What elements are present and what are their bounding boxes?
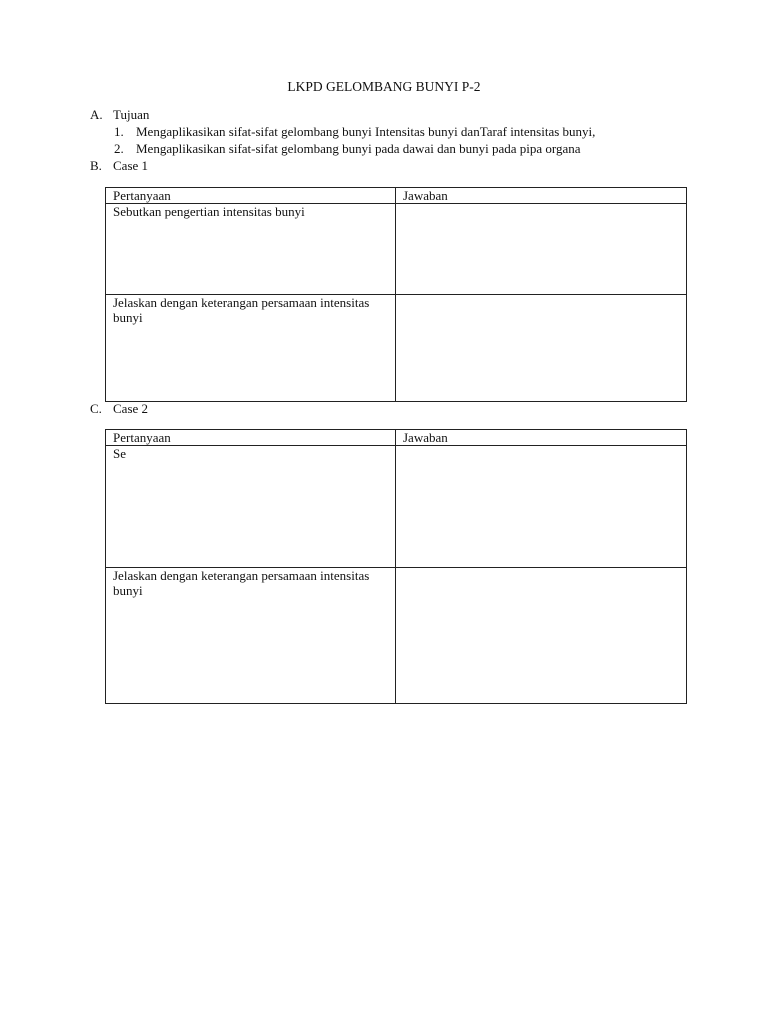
section-a-heading <box>90 107 149 123</box>
section-c-label: Case 2 <box>113 401 149 416</box>
case-2-table <box>105 429 687 704</box>
table-row <box>106 568 687 704</box>
answer-cell[interactable] <box>396 204 687 295</box>
section-b-heading <box>90 158 148 174</box>
section-b-label: Case 1 <box>113 158 149 173</box>
question-cell: Jelaskan dengan keterangan persamaan intensitas bunyi <box>106 295 396 402</box>
section-a-label: Tujuan <box>113 107 150 122</box>
objective-item-2-text: Mengaplikasikan sifat-sifat gelombang bunyi pada dawai dan bunyi pada pipa organa <box>136 141 581 156</box>
objective-item-2 <box>114 141 581 157</box>
answer-cell[interactable] <box>396 446 687 568</box>
table-row <box>106 204 687 295</box>
table-header-row <box>106 188 687 204</box>
table-header-row <box>106 430 687 446</box>
case-1-table <box>105 187 687 402</box>
answer-cell[interactable] <box>396 295 687 402</box>
answer-column-header: Jawaban <box>396 430 687 446</box>
table-row <box>106 295 687 402</box>
answer-column-header: Jawaban <box>396 188 687 204</box>
objective-item-1 <box>114 124 595 140</box>
document-title: LKPD GELOMBANG BUNYI P-2 <box>287 79 481 94</box>
objective-item-1-number: 1. <box>114 124 124 139</box>
section-c-letter: C. <box>90 401 102 416</box>
objective-item-1-text: Mengaplikasikan sifat-sifat gelombang bunyi Intensitas bunyi danTaraf intensitas bunyi, <box>136 124 596 139</box>
objective-item-2-number: 2. <box>114 141 124 156</box>
question-cell: Sebutkan pengertian intensitas bunyi <box>106 204 396 295</box>
question-column-header: Pertanyaan <box>106 430 396 446</box>
section-c-heading <box>90 401 148 417</box>
section-a-letter: A. <box>90 107 103 122</box>
question-column-header: Pertanyaan <box>106 188 396 204</box>
answer-cell[interactable] <box>396 568 687 704</box>
question-cell: Jelaskan dengan keterangan persamaan intensitas bunyi <box>106 568 396 704</box>
table-row <box>106 446 687 568</box>
section-b-letter: B. <box>90 158 102 173</box>
question-cell: Se <box>106 446 396 568</box>
